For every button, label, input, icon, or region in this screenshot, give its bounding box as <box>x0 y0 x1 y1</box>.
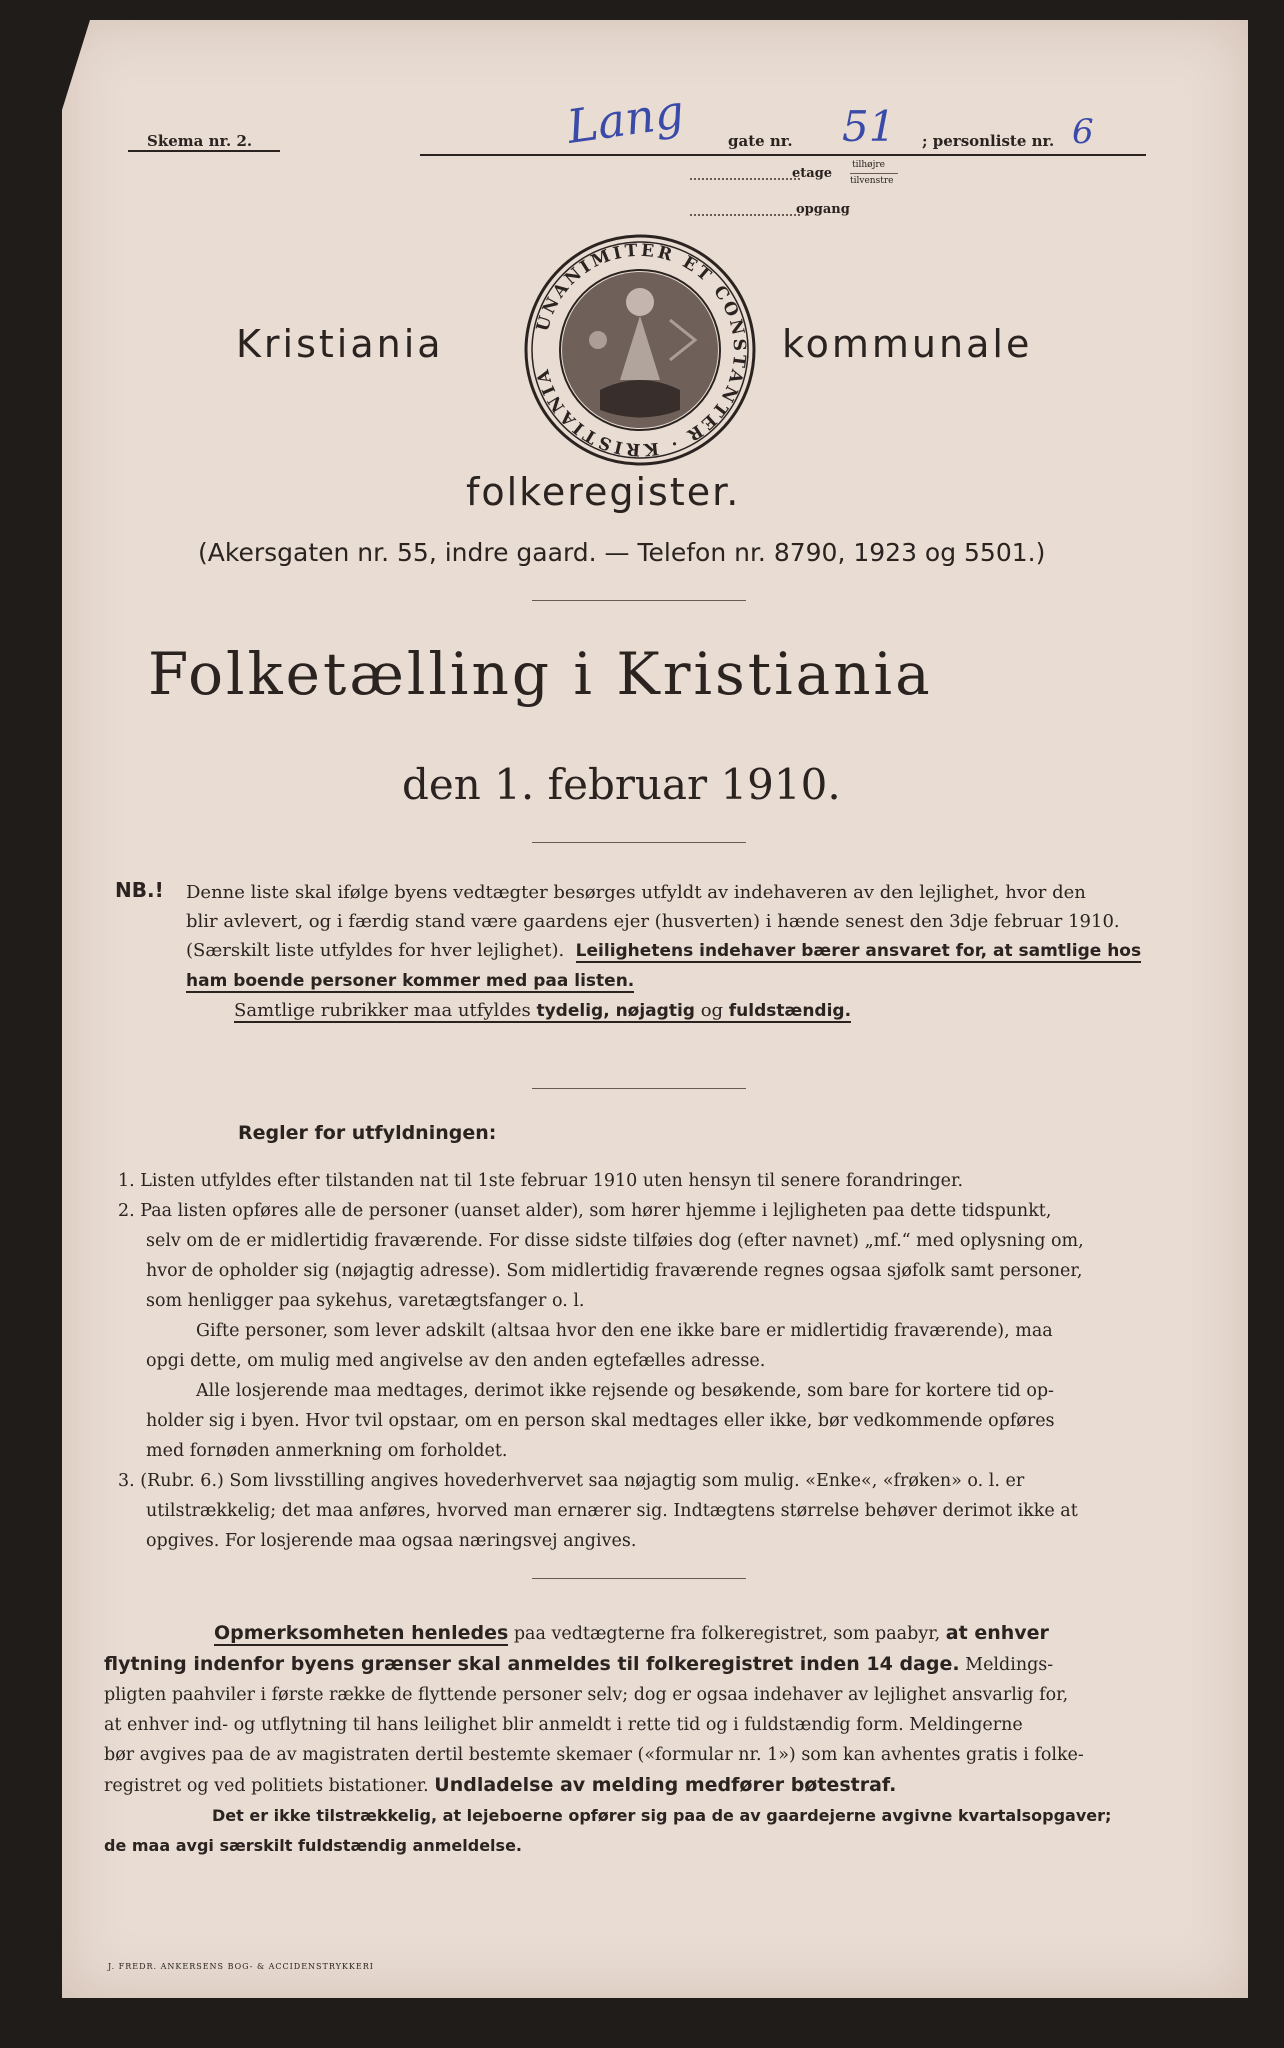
rule-line: selv om de er midlertidig fraværende. For disse sidste tilføies dog (efter navnet) „mf.“ med oplysning om, <box>146 1231 1084 1251</box>
svg-text:UNANIMITER ET CONSTANTER · KRI: UNANIMITER ET CONSTANTER · KRISTIANIA <box>532 240 750 460</box>
etage-dots <box>690 178 800 180</box>
notice-emphasis: Undladelse av melding medfører bøtestraf. <box>434 1774 897 1796</box>
nb-line <box>186 996 1226 1026</box>
title-date: den 1. februar 1910. <box>402 760 841 809</box>
nb-text <box>186 878 1226 1026</box>
rule-line: 3. (Rubr. 6.) Som livsstilling angives hovederhvervet saa nøjagtig som mulig. «Enke«, «frøken» o. l. er <box>118 1471 1025 1491</box>
rules-text <box>118 1166 1228 1556</box>
rule-line: Alle losjerende maa medtages, derimot ikke rejsende og besøkende, som bare for kortere tid op- <box>196 1381 1054 1401</box>
main-title: Folketælling i Kristiania <box>148 640 933 708</box>
address-underline <box>420 154 1146 156</box>
tilvenstre-label: tilvenstre <box>850 176 894 186</box>
rule-line: som henligger paa sykehus, varetægtsfanger o. l. <box>146 1291 585 1311</box>
nb-label: NB.! <box>115 878 164 902</box>
office-right: kommunale <box>782 322 1033 366</box>
rule-line: Gifte personer, som lever adskilt (altsaa hvor den ene ikke bare er midlertidig fraværende), maa <box>196 1321 1053 1341</box>
office-left: Kristiania <box>236 322 444 366</box>
nb-text-fragment: (Særskilt liste utfyldes for hver lejlighet). <box>186 940 565 961</box>
personliste-number-handwritten: 6 <box>1072 112 1094 152</box>
rule-line: opgi dette, om mulig med angivelse av den anden egtefælles adresse. <box>146 1351 766 1371</box>
notice-line <box>104 1770 1224 1801</box>
tilhojre-label: tilhøjre <box>852 160 886 170</box>
office-line2: folkeregister. <box>466 470 741 514</box>
street-name-handwritten: Lang <box>563 84 688 154</box>
notice-line <box>104 1801 1224 1831</box>
rule-line: utilstrækkelig; det maa anføres, hvorved man ernærer sig. Indtægtens størrelse behøver derimot ikke at <box>146 1501 1078 1521</box>
nb-emphasis: tydelig, nøjagtig <box>536 1001 695 1021</box>
notice-text <box>104 1618 1224 1861</box>
divider <box>532 842 746 843</box>
notice-line <box>104 1649 1224 1680</box>
nb-responsibility-cont: ham boende personer kommer med paa listen. <box>186 971 635 991</box>
notice-line: bør avgives paa de av magistraten dertil bestemte skemaer («formular nr. 1») som kan avhentes gratis i folke- <box>104 1745 1084 1765</box>
notice-emphasis: Det er ikke tilstrækkelig, at lejeboerne opfører sig paa de av gaardejerne avgivne kvartalsopgaver; <box>212 1806 1112 1825</box>
nb-text-fragment: og <box>700 1000 724 1021</box>
divider <box>532 600 746 601</box>
gate-number-handwritten: 51 <box>842 102 896 151</box>
notice-line <box>104 1831 1224 1861</box>
notice-emphasis: at enhver <box>945 1622 1049 1644</box>
opgang-dots <box>690 214 800 216</box>
office-address: (Akersgaten nr. 55, indre gaard. — Telefon nr. 8790, 1923 og 5501.) <box>198 538 1046 567</box>
notice-line: pligten paahviler i første række de flyttende personer selv; dog er ogsaa indehaver av lejlighet ansvarlig for, <box>104 1685 1069 1705</box>
rule-line: med fornøden anmerkning om forholdet. <box>146 1441 508 1461</box>
personliste-label: ; personliste nr. <box>922 132 1055 150</box>
rule-line: 1. Listen utfyldes efter tilstanden nat til 1ste februar 1910 uten hensyn til senere forandringer. <box>118 1171 964 1191</box>
rule-line: holder sig i byen. Hvor tvil opstaar, om en person skal medtages eller ikke, bør vedkommende opføres <box>146 1411 1055 1431</box>
rule-line: 2. Paa listen opføres alle de personer (uanset alder), som hører hjemme i lejligheten paa dette tidspunkt, <box>118 1201 1052 1221</box>
nb-responsibility: Leilighetens indehaver bærer ansvaret for, at samtlige hos <box>575 941 1142 961</box>
nb-line: Denne liste skal ifølge byens vedtægter besørges utfyldt av indehaveren av den lejlighet, hvor den <box>186 882 1086 903</box>
etage-label: etage <box>792 166 833 181</box>
printer-imprint: J. FREDR. ANKERSENS BOG- & ACCIDENSTRYKKERI <box>108 1962 374 1971</box>
nb-emphasis: fuldstændig. <box>728 1001 852 1021</box>
rule-line: opgives. For losjerende maa ogsaa næringsvej angives. <box>146 1531 637 1551</box>
census-form-page <box>62 20 1248 1998</box>
skema-number: Skema nr. 2. <box>147 132 253 150</box>
nb-line <box>186 936 1226 966</box>
skema-underline <box>128 150 280 152</box>
notice-line <box>104 1618 1224 1649</box>
notice-line: at enhver ind- og utflytning til hans leilighet blir anmeldt i rette tid og i fuldstændig form. Meldingerne <box>104 1715 1023 1735</box>
kristiania-city-seal <box>520 230 760 470</box>
nb-line: blir avlevert, og i færdig stand være gaardens ejer (husverten) i hænde senest den 3dje februar 1910. <box>186 911 1120 932</box>
notice-emphasis: flytning indenfor byens grænser skal anmeldes til folkeregistret inden 14 dage. <box>104 1653 960 1675</box>
notice-emphasis: de maa avgi særskilt fuldstændig anmeldelse. <box>104 1836 522 1855</box>
gate-label: gate nr. <box>728 132 793 150</box>
nb-line <box>186 966 1226 996</box>
rules-heading: Regler for utfyldningen: <box>238 1122 497 1144</box>
etage-fraction-line <box>850 173 898 174</box>
notice-fragment: Meldings- <box>965 1655 1054 1675</box>
divider <box>532 1578 746 1579</box>
notice-emphasis: Opmerksomheten henledes <box>214 1622 509 1644</box>
rule-line: hvor de opholder sig (nøjagtig adresse). Som midlertidig fraværende regnes ogsaa sjøfolk samt personer, <box>146 1261 1083 1281</box>
notice-fragment: paa vedtægterne fra folkeregistret, som paabyr, <box>513 1624 941 1644</box>
nb-text-fragment: Samtlige rubrikker maa utfyldes <box>234 1000 531 1021</box>
opgang-label: opgang <box>796 202 850 217</box>
notice-fragment: registret og ved politiets bistationer. <box>104 1776 429 1796</box>
divider <box>532 1088 746 1089</box>
nb-text-fragment <box>234 1000 851 1023</box>
